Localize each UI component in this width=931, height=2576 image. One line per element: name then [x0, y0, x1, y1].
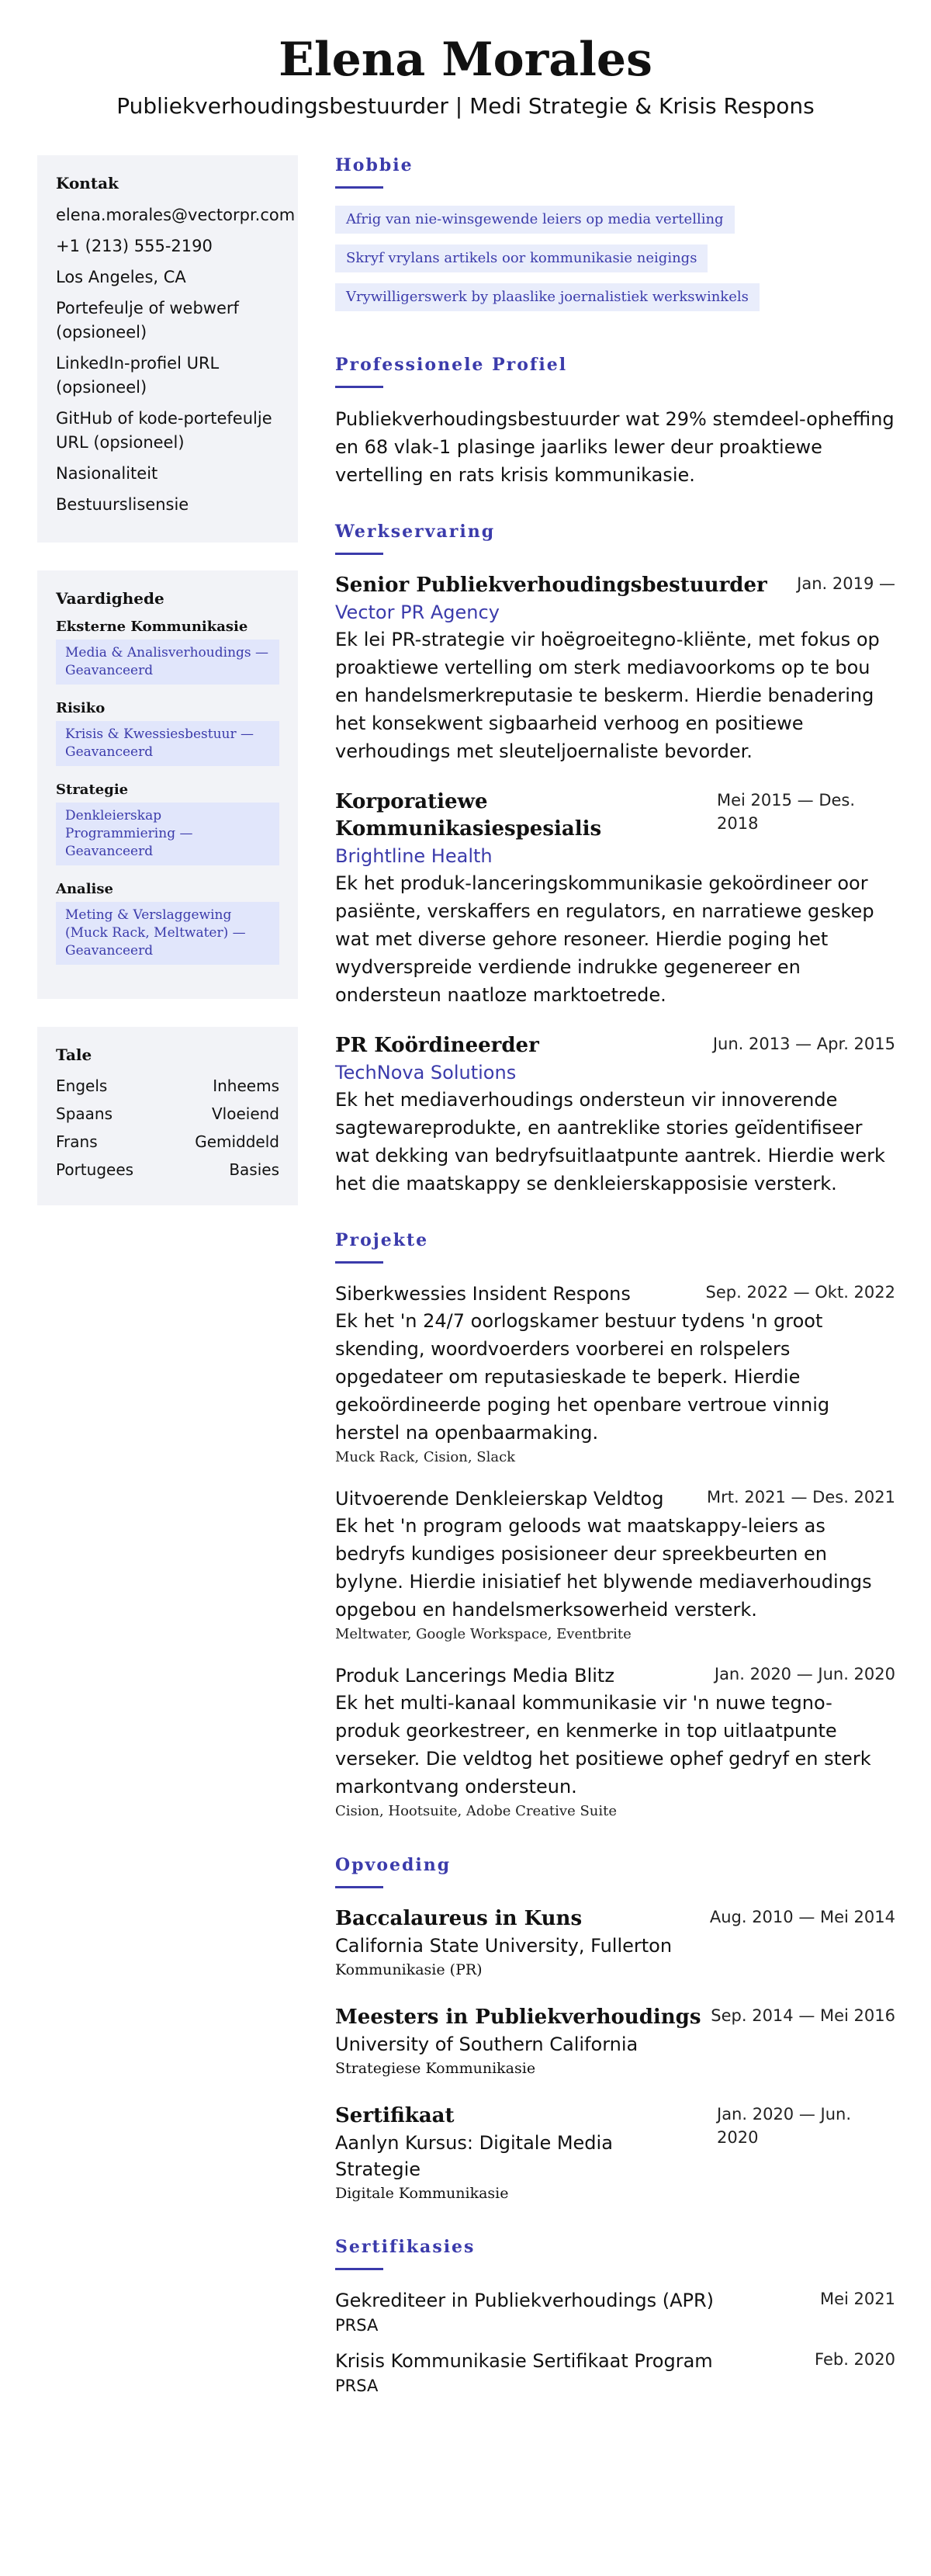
language-name: Spaans	[56, 1104, 112, 1123]
contact-email[interactable]: elena.morales@vectorpr.com	[56, 206, 296, 224]
certification-entry	[335, 2348, 895, 2397]
job-title: Korporatiewe Kommunikasiespesialis	[335, 790, 602, 841]
languages-card	[37, 1027, 298, 1205]
hobbies-section	[335, 155, 895, 322]
contact-card	[37, 155, 298, 543]
sidebar	[37, 155, 298, 1233]
language-row	[56, 1159, 279, 1181]
degree-name: Meesters in Publiekverhoudings	[335, 2006, 701, 2029]
language-level: Basies	[229, 1160, 279, 1179]
main-column	[335, 155, 895, 2430]
candidate-headline: Publiekverhoudingsbestuurder | Medi Strategie & Krisis Respons	[116, 93, 815, 119]
skills-heading: Vaardighede	[56, 589, 164, 608]
section-title: Opvoeding	[335, 1855, 452, 1875]
section-divider	[335, 1886, 383, 1888]
candidate-name: Elena Morales	[279, 33, 652, 87]
language-name: Portugees	[56, 1160, 134, 1179]
contact-portfolio: Portefeulje of webwerf (opsioneel)	[56, 299, 239, 342]
skill-group-title: Risiko	[56, 700, 106, 716]
certification-date: Feb. 2020	[815, 2350, 895, 2369]
skill-group	[56, 619, 279, 685]
contact-github: GitHub of kode-portefeulje URL (opsioneel)	[56, 409, 272, 452]
education-entry	[335, 2103, 895, 2204]
education-entry	[335, 2004, 895, 2079]
contact-nationality: Nasionaliteit	[56, 464, 158, 483]
job-dates: Mei 2015 — Des. 2018	[717, 791, 856, 833]
field-of-study: Digitale Kommunikasie	[335, 2185, 509, 2202]
contact-linkedin: LinkedIn-profiel URL (opsioneel)	[56, 354, 220, 397]
project-description: Ek het 'n 24/7 oorlogskamer bestuur tydens 'n groot skending, woordvoerders voorberei en rolspelers opgedateer om reputasieskade te beperk. Hierdie gekoördineerde poging het openbare vertroue vinnig herstel na openbaarmaking.	[335, 1310, 830, 1444]
project-entry	[335, 1486, 895, 1645]
job-description: Ek lei PR-strategie vir hoëgroeitegno-kliënte, met fokus op proaktiewe vertelling om sterk mediavoorkoms op te bou en handelsmerkreputasie te beskerm. Hierdie benadering het konsekwent sigbaarheid verhoog en positiewe verhoudings met sleuteljoernaliste bevorder.	[335, 629, 880, 762]
project-tools: Meltwater, Google Workspace, Eventbrite	[335, 1626, 632, 1642]
language-name: Frans	[56, 1132, 98, 1151]
project-dates: Sep. 2022 — Okt. 2022	[705, 1283, 895, 1302]
resume-header	[0, 0, 931, 121]
education-dates: Sep. 2014 — Mei 2016	[711, 2006, 895, 2025]
section-title: Hobbie	[335, 155, 414, 175]
language-level: Inheems	[213, 1077, 279, 1095]
job-dates: Jan. 2019 —	[797, 574, 895, 593]
section-title: Projekte	[335, 1230, 429, 1250]
employer-name: TechNova Solutions	[335, 1062, 517, 1083]
skill-group	[56, 700, 279, 766]
project-name: Uitvoerende Denkleierskap Veldtog	[335, 1488, 664, 1510]
project-dates: Jan. 2020 — Jun. 2020	[714, 1665, 895, 1683]
language-level: Vloeiend	[211, 1104, 279, 1123]
language-row	[56, 1103, 279, 1125]
skill-group	[56, 782, 279, 865]
certification-issuer: PRSA	[335, 2316, 379, 2335]
field-of-study: Strategiese Kommunikasie	[335, 2060, 536, 2077]
language-row	[56, 1075, 279, 1097]
project-entry	[335, 1662, 895, 1822]
experience-entry	[335, 572, 895, 765]
job-title: PR Koördineerder	[335, 1034, 539, 1057]
certification-entry	[335, 2287, 895, 2337]
section-title: Sertifikasies	[335, 2237, 476, 2257]
certification-issuer: PRSA	[335, 2377, 379, 2395]
hobby-tag: Skryf vrylans artikels oor kommunikasie neigings	[335, 244, 708, 272]
section-divider	[335, 2268, 383, 2270]
profile-section	[335, 355, 895, 489]
education-section	[335, 1855, 895, 2204]
certification-name: Krisis Kommunikasie Sertifikaat Program	[335, 2350, 713, 2372]
project-description: Ek het multi-kanaal kommunikasie vir 'n nuwe tegno-produk georkestreer, en kenmerke in top uitlaatpunte verseker. Die veldtog het positiewe ophef gedryf en sterk markontvang ondersteun.	[335, 1692, 871, 1798]
skill-tag: Krisis & Kwessiesbestuur — Geavanceerd	[56, 721, 279, 766]
employer-name: Vector PR Agency	[335, 602, 500, 623]
skill-tag: Media & Analisverhoudings — Geavanceerd	[56, 640, 279, 685]
degree-name: Baccalaureus in Kuns	[335, 1907, 583, 1930]
section-divider	[335, 1261, 383, 1264]
experience-section	[335, 522, 895, 1198]
job-dates: Jun. 2013 — Apr. 2015	[712, 1035, 895, 1053]
education-dates: Aug. 2010 — Mei 2014	[709, 1908, 895, 1926]
skill-group-title: Strategie	[56, 782, 129, 798]
education-entry	[335, 1905, 895, 1981]
job-description: Ek het mediaverhoudings ondersteun vir innoverende sagtewareprodukte, en aantreklike stories geïdentifiseer wat dekking van bedryfsuitlaatpunte aantrek. Hierdie werk het die maatskappy se denkleierskapposisie versterk.	[335, 1089, 885, 1194]
hobby-list	[335, 206, 895, 322]
section-divider	[335, 186, 383, 189]
skill-tag: Denkleierskap Programmiering — Geavanceerd	[56, 803, 279, 865]
job-description: Ek het produk-lanceringskommunikasie gekoördineer oor pasiënte, verskaffers en regulators, en narratiewe geskep wat met diverse gehore resoneer. Hierdie poging het wydverspreide verdiende indrukke gegenereer en ondersteun naatloze marktoetrede.	[335, 872, 874, 1006]
certification-date: Mei 2021	[820, 2290, 895, 2308]
skills-card	[37, 570, 298, 999]
language-level: Gemiddeld	[195, 1132, 279, 1151]
section-divider	[335, 386, 383, 388]
contact-heading: Kontak	[56, 174, 119, 192]
contact-location: Los Angeles, CA	[56, 268, 186, 286]
project-description: Ek het 'n program geloods wat maatskappy-leiers as bedryfs kundiges posisioneer deur spreekbeurten en bylyne. Hierdie inisiatief het blywende mediaverhoudings opgebou en handelsmerksowerheid versterk.	[335, 1515, 872, 1621]
certification-name: Gekrediteer in Publiekverhoudings (APR)	[335, 2290, 715, 2311]
languages-heading: Tale	[56, 1045, 92, 1064]
school-name: California State University, Fullerton	[335, 1935, 673, 1957]
skill-group-title: Analise	[56, 881, 113, 897]
skill-group	[56, 881, 279, 965]
project-dates: Mrt. 2021 — Des. 2021	[707, 1488, 895, 1506]
project-name: Produk Lancerings Media Blitz	[335, 1665, 614, 1687]
project-name: Siberkwessies Insident Respons	[335, 1283, 631, 1305]
hobby-tag: Afrig van nie-winsgewende leiers op media vertelling	[335, 206, 735, 234]
degree-name: Sertifikaat	[335, 2104, 455, 2127]
project-entry	[335, 1281, 895, 1468]
employer-name: Brightline Health	[335, 845, 493, 867]
profile-summary: Publiekverhoudingsbestuurder wat 29% stemdeel-opheffing en 68 vlak-1 plasinge jaarliks lewer deur proaktiewe vertelling en rats krisis kommunikasie.	[335, 408, 895, 486]
certifications-section	[335, 2237, 895, 2397]
education-dates: Jan. 2020 — Jun. 2020	[717, 2105, 852, 2147]
language-name: Engels	[56, 1077, 108, 1095]
language-row	[56, 1131, 279, 1153]
skill-group-title: Eksterne Kommunikasie	[56, 619, 248, 635]
experience-entry	[335, 1032, 895, 1198]
section-title: Professionele Profiel	[335, 355, 568, 375]
projects-section	[335, 1230, 895, 1822]
project-tools: Cision, Hootsuite, Adobe Creative Suite	[335, 1803, 618, 1819]
skill-tag: Meting & Verslaggewing (Muck Rack, Meltwater) — Geavanceerd	[56, 902, 279, 965]
field-of-study: Kommunikasie (PR)	[335, 1961, 483, 1978]
hobby-tag: Vrywilligerswerk by plaaslike joernalistiek werkswinkels	[335, 283, 760, 311]
contact-license: Bestuurslisensie	[56, 495, 189, 514]
contact-phone: +1 (213) 555-2190	[56, 237, 213, 255]
job-title: Senior Publiekverhoudingsbestuurder	[335, 574, 767, 597]
experience-entry	[335, 789, 895, 1009]
project-tools: Muck Rack, Cision, Slack	[335, 1449, 516, 1465]
section-title: Werkservaring	[335, 522, 496, 542]
section-divider	[335, 553, 383, 555]
school-name: Aanlyn Kursus: Digitale Media Strategie	[335, 2132, 613, 2180]
school-name: University of Southern California	[335, 2033, 639, 2055]
